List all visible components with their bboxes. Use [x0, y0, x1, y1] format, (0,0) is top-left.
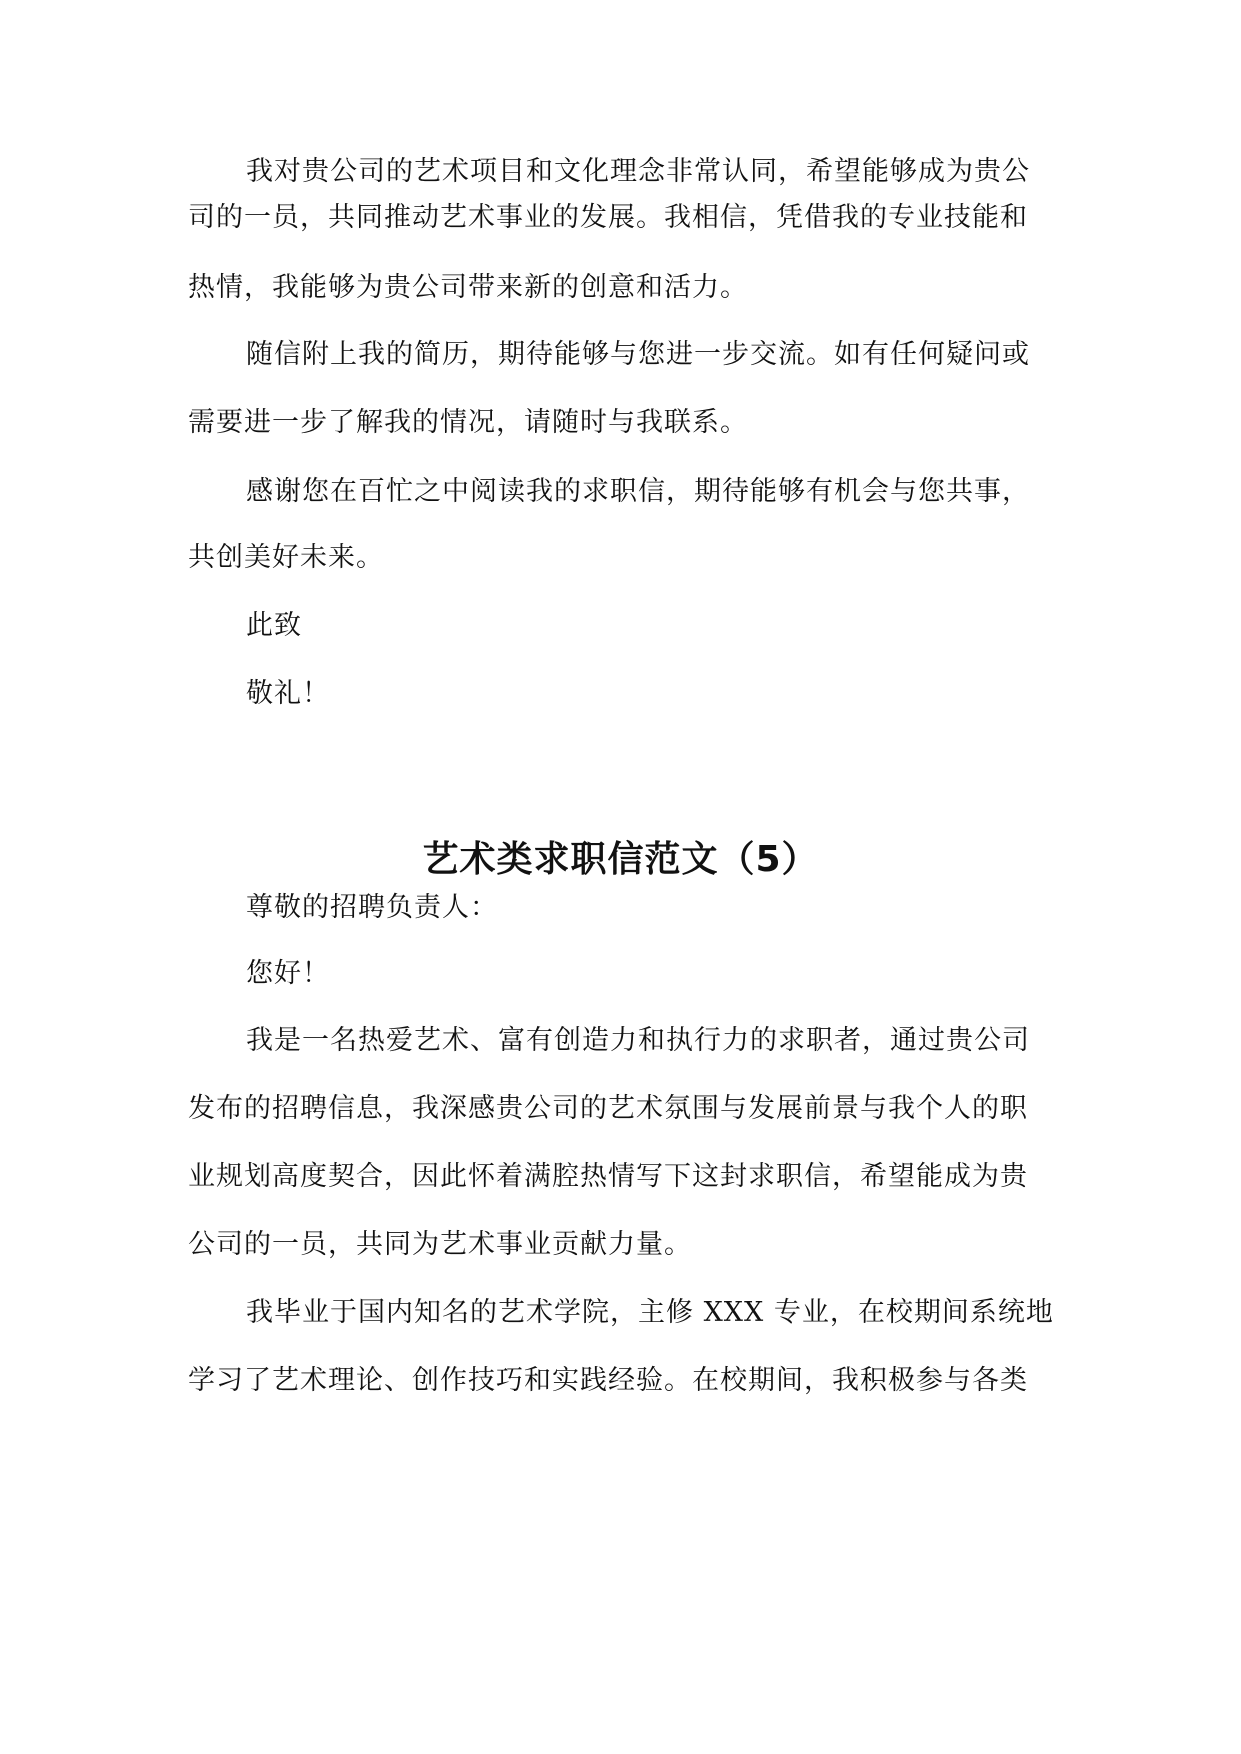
- paragraph-line: 我是一名热爱艺术、富有创造力和执行力的求职者，通过贵公司: [246, 1025, 1030, 1056]
- paragraph-line: 随信附上我的简历，期待能够与您进一步交流。如有任何疑问或: [246, 339, 1030, 370]
- paragraph-line: 需要进一步了解我的情况，请随时与我联系。: [188, 407, 748, 438]
- paragraph-line: 我毕业于国内知名的艺术学院，主修 XXX 专业，在校期间系统地: [246, 1297, 1054, 1328]
- closing-line: 敬礼！: [246, 678, 330, 709]
- paragraph-line: 热情，我能够为贵公司带来新的创意和活力。: [188, 272, 748, 303]
- closing-line: 此致: [246, 610, 302, 641]
- salutation: 尊敬的招聘负责人：: [246, 892, 498, 923]
- paragraph-line: 公司的一员，共同为艺术事业贡献力量。: [188, 1229, 692, 1260]
- greeting: 您好！: [246, 958, 330, 989]
- paragraph-line: 感谢您在百忙之中阅读我的求职信，期待能够有机会与您共事，: [246, 476, 1030, 507]
- section-title: 艺术类求职信范文（5）: [422, 839, 819, 880]
- paragraph-line: 我对贵公司的艺术项目和文化理念非常认同，希望能够成为贵公: [246, 156, 1030, 187]
- paragraph-line: 共创美好未来。: [188, 542, 384, 573]
- paragraph-line: 业规划高度契合，因此怀着满腔热情写下这封求职信，希望能成为贵: [188, 1161, 1028, 1192]
- paragraph-line: 发布的招聘信息，我深感贵公司的艺术氛围与发展前景与我个人的职: [188, 1093, 1028, 1124]
- paragraph-line: 司的一员，共同推动艺术事业的发展。我相信，凭借我的专业技能和: [188, 202, 1028, 233]
- paragraph-line: 学习了艺术理论、创作技巧和实践经验。在校期间，我积极参与各类: [188, 1365, 1028, 1396]
